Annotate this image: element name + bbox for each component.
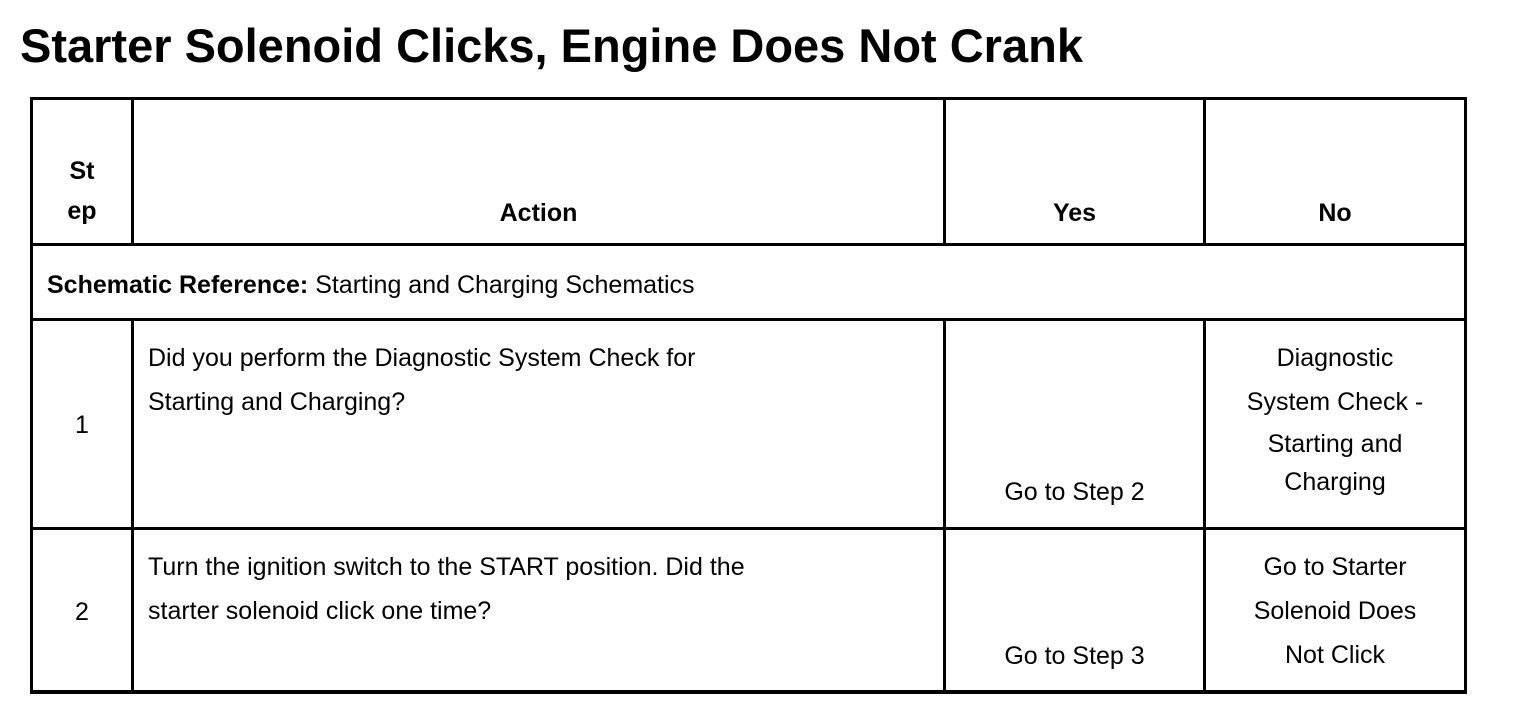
schematic-reference xyxy=(47,263,695,307)
row-2-action-line1: Turn the ignition switch to the START position. Did the xyxy=(148,553,745,581)
row-2-no-line2: Solenoid Does xyxy=(1253,597,1417,625)
row-1-no-line1: Diagnostic xyxy=(1276,344,1394,372)
diagnostic-table xyxy=(30,97,1467,694)
row-2-action xyxy=(148,545,745,633)
page-title: Starter Solenoid Clicks, Engine Does Not Crank xyxy=(20,19,1083,72)
row-1-action-line2: Starting and Charging? xyxy=(148,388,406,416)
schematic-divider xyxy=(30,318,1467,321)
row-1-action-line1: Did you perform the Diagnostic System Check for xyxy=(148,344,696,372)
table-border-right xyxy=(1464,97,1467,694)
row-1-action xyxy=(148,336,695,424)
header-step-line1: St xyxy=(69,157,95,185)
row-1-no-line3: Starting and xyxy=(1267,430,1403,458)
header-yes: Yes xyxy=(1052,199,1097,227)
row-2-yes: Go to Step 3 xyxy=(1004,642,1145,670)
row-2-no-line1: Go to Starter xyxy=(1263,553,1407,581)
row-1-step: 1 xyxy=(75,411,89,439)
row-1-no-line4: Charging xyxy=(1284,468,1386,496)
header-no: No xyxy=(1318,199,1352,227)
header-action: Action xyxy=(499,199,578,227)
schematic-reference-value: Starting and Charging Schematics xyxy=(315,271,695,299)
row-2-no-line3: Not Click xyxy=(1284,641,1385,669)
row-1-yes: Go to Step 2 xyxy=(1004,478,1145,506)
header-divider xyxy=(30,243,1467,246)
header-step-line2: ep xyxy=(67,197,97,225)
header-step xyxy=(33,151,131,231)
row-1-divider xyxy=(30,527,1467,530)
row-1-no xyxy=(1206,336,1464,500)
schematic-reference-label: Schematic Reference: xyxy=(47,271,309,299)
step-column-divider-lower xyxy=(131,318,134,694)
row-2-no xyxy=(1206,545,1464,677)
row-2-action-line2: starter solenoid click one time? xyxy=(148,597,492,625)
row-1-no-line2: System Check - xyxy=(1246,388,1424,416)
row-2-step: 2 xyxy=(75,598,89,626)
table-border-bottom xyxy=(30,690,1467,694)
table-border-top xyxy=(30,97,1467,100)
